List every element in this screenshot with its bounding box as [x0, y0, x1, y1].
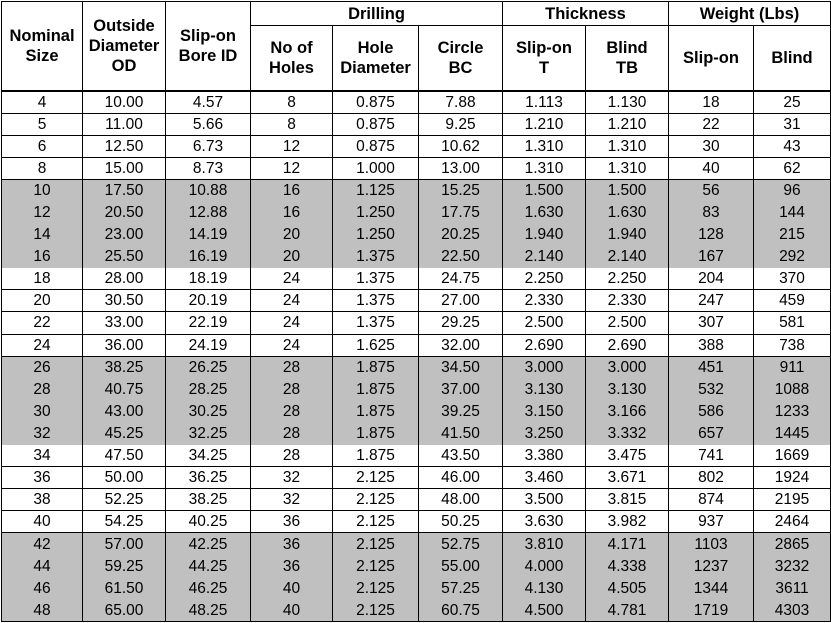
cell-weight-slipon: 56 [669, 179, 754, 201]
cell-slipon-bore: 32.25 [166, 422, 251, 444]
header-line: Diameter [88, 36, 160, 55]
cell-weight-slipon: 204 [669, 268, 754, 290]
cell-hole-diameter: 2.125 [333, 577, 419, 599]
cell-nominal-size: 44 [2, 555, 83, 577]
cell-slipon-bore: 28.25 [166, 378, 251, 400]
cell-no-of-holes: 20 [251, 224, 333, 246]
cell-outside-diameter: 59.25 [83, 555, 166, 577]
cell-outside-diameter: 30.50 [83, 290, 166, 312]
cell-nominal-size: 20 [2, 290, 83, 312]
table-row [2, 179, 831, 201]
table-row [2, 577, 831, 599]
cell-circle-bc: 27.00 [419, 290, 503, 312]
table-body [2, 91, 831, 622]
cell-thickness-blind: 3.166 [586, 400, 669, 422]
cell-slipon-bore: 22.19 [166, 312, 251, 334]
header-line: Circle [437, 38, 484, 57]
cell-weight-blind: 4303 [754, 599, 831, 621]
cell-circle-bc: 41.50 [419, 422, 503, 444]
cell-thickness-slipon: 3.150 [503, 400, 586, 422]
cell-slipon-bore: 38.25 [166, 489, 251, 511]
table-row [2, 378, 831, 400]
cell-circle-bc: 43.50 [419, 445, 503, 467]
cell-hole-diameter: 2.125 [333, 511, 419, 533]
cell-no-of-holes: 32 [251, 467, 333, 489]
cell-nominal-size: 8 [2, 157, 83, 179]
cell-weight-blind: 1233 [754, 400, 831, 422]
cell-nominal-size: 42 [2, 533, 83, 555]
cell-thickness-slipon: 3.380 [503, 445, 586, 467]
cell-weight-blind: 370 [754, 268, 831, 290]
cell-circle-bc: 24.75 [419, 268, 503, 290]
cell-thickness-slipon: 1.630 [503, 201, 586, 223]
cell-weight-blind: 215 [754, 224, 831, 246]
cell-hole-diameter: 1.875 [333, 445, 419, 467]
header-line: Blind [606, 38, 648, 57]
cell-slipon-bore: 4.57 [166, 91, 251, 114]
cell-thickness-slipon: 1.940 [503, 224, 586, 246]
header-line: Diameter [340, 58, 411, 77]
cell-weight-blind: 62 [754, 157, 831, 179]
cell-outside-diameter: 36.00 [83, 334, 166, 356]
cell-weight-slipon: 167 [669, 246, 754, 268]
cell-thickness-slipon: 4.130 [503, 577, 586, 599]
cell-outside-diameter: 45.25 [83, 422, 166, 444]
header-hole-diameter [333, 26, 419, 91]
cell-slipon-bore: 42.25 [166, 533, 251, 555]
cell-outside-diameter: 23.00 [83, 224, 166, 246]
table-row [2, 422, 831, 444]
cell-nominal-size: 10 [2, 179, 83, 201]
cell-thickness-blind: 3.815 [586, 489, 669, 511]
cell-slipon-bore: 44.25 [166, 555, 251, 577]
table-header [2, 2, 831, 91]
cell-outside-diameter: 15.00 [83, 157, 166, 179]
cell-slipon-bore: 26.25 [166, 356, 251, 378]
cell-outside-diameter: 10.00 [83, 91, 166, 114]
header-no-of-holes [251, 26, 333, 91]
cell-thickness-slipon: 2.690 [503, 334, 586, 356]
cell-weight-blind: 2865 [754, 533, 831, 555]
cell-weight-blind: 25 [754, 91, 831, 114]
cell-thickness-blind: 4.505 [586, 577, 669, 599]
cell-hole-diameter: 1.625 [333, 334, 419, 356]
cell-thickness-slipon: 3.630 [503, 511, 586, 533]
cell-slipon-bore: 6.73 [166, 135, 251, 157]
cell-circle-bc: 9.25 [419, 113, 503, 135]
cell-no-of-holes: 40 [251, 599, 333, 621]
cell-nominal-size: 22 [2, 312, 83, 334]
header-line: Outside [93, 16, 155, 35]
table-row [2, 400, 831, 422]
cell-circle-bc: 46.00 [419, 467, 503, 489]
cell-weight-slipon: 30 [669, 135, 754, 157]
cell-slipon-bore: 8.73 [166, 157, 251, 179]
cell-slipon-bore: 24.19 [166, 334, 251, 356]
cell-weight-slipon: 247 [669, 290, 754, 312]
cell-weight-blind: 581 [754, 312, 831, 334]
header-line: Hole [357, 38, 394, 57]
cell-nominal-size: 26 [2, 356, 83, 378]
header-line: No of [270, 38, 313, 57]
header-line: Holes [269, 58, 314, 77]
cell-hole-diameter: 0.875 [333, 113, 419, 135]
header-line: BC [448, 58, 473, 77]
cell-thickness-blind: 1.940 [586, 224, 669, 246]
cell-slipon-bore: 30.25 [166, 400, 251, 422]
cell-thickness-blind: 4.338 [586, 555, 669, 577]
header-line: Slip-on [180, 26, 236, 45]
header-nominal-size [2, 2, 83, 91]
table-row [2, 445, 831, 467]
cell-weight-blind: 2464 [754, 511, 831, 533]
cell-no-of-holes: 40 [251, 577, 333, 599]
cell-weight-slipon: 307 [669, 312, 754, 334]
header-group-weight: Weight (Lbs) [669, 2, 831, 26]
cell-thickness-slipon: 3.460 [503, 467, 586, 489]
cell-thickness-slipon: 2.330 [503, 290, 586, 312]
cell-outside-diameter: 61.50 [83, 577, 166, 599]
cell-weight-blind: 2195 [754, 489, 831, 511]
table-row [2, 533, 831, 555]
cell-weight-slipon: 532 [669, 378, 754, 400]
header-line: Nominal [9, 26, 75, 45]
cell-thickness-blind: 4.781 [586, 599, 669, 621]
cell-no-of-holes: 12 [251, 157, 333, 179]
header-line: TB [616, 58, 638, 77]
cell-weight-slipon: 128 [669, 224, 754, 246]
cell-weight-blind: 3611 [754, 577, 831, 599]
cell-weight-slipon: 874 [669, 489, 754, 511]
cell-circle-bc: 50.25 [419, 511, 503, 533]
header-group-drilling: Drilling [251, 2, 503, 26]
cell-nominal-size: 46 [2, 577, 83, 599]
cell-weight-slipon: 1719 [669, 599, 754, 621]
table-row [2, 113, 831, 135]
cell-hole-diameter: 2.125 [333, 599, 419, 621]
cell-no-of-holes: 36 [251, 555, 333, 577]
cell-thickness-blind: 1.310 [586, 157, 669, 179]
cell-circle-bc: 20.25 [419, 224, 503, 246]
cell-thickness-blind: 2.330 [586, 290, 669, 312]
cell-weight-slipon: 1344 [669, 577, 754, 599]
cell-outside-diameter: 57.00 [83, 533, 166, 555]
table-row [2, 334, 831, 356]
cell-hole-diameter: 1.875 [333, 378, 419, 400]
cell-nominal-size: 38 [2, 489, 83, 511]
header-row-groups [2, 2, 831, 26]
cell-nominal-size: 34 [2, 445, 83, 467]
cell-no-of-holes: 36 [251, 511, 333, 533]
cell-outside-diameter: 50.00 [83, 467, 166, 489]
cell-slipon-bore: 10.88 [166, 179, 251, 201]
cell-weight-slipon: 388 [669, 334, 754, 356]
table-row [2, 356, 831, 378]
cell-weight-blind: 738 [754, 334, 831, 356]
cell-outside-diameter: 40.75 [83, 378, 166, 400]
flange-dimensions-table [1, 1, 831, 622]
cell-circle-bc: 55.00 [419, 555, 503, 577]
cell-thickness-blind: 1.130 [586, 91, 669, 114]
cell-nominal-size: 4 [2, 91, 83, 114]
cell-circle-bc: 39.25 [419, 400, 503, 422]
cell-thickness-slipon: 3.000 [503, 356, 586, 378]
table-row [2, 246, 831, 268]
cell-weight-blind: 459 [754, 290, 831, 312]
cell-nominal-size: 48 [2, 599, 83, 621]
table-row [2, 312, 831, 334]
cell-weight-blind: 1669 [754, 445, 831, 467]
cell-thickness-blind: 2.140 [586, 246, 669, 268]
cell-circle-bc: 37.00 [419, 378, 503, 400]
header-group-thickness: Thickness [503, 2, 669, 26]
cell-slipon-bore: 12.88 [166, 201, 251, 223]
cell-slipon-bore: 40.25 [166, 511, 251, 533]
cell-hole-diameter: 0.875 [333, 135, 419, 157]
cell-circle-bc: 32.00 [419, 334, 503, 356]
cell-hole-diameter: 1.375 [333, 246, 419, 268]
cell-weight-blind: 1924 [754, 467, 831, 489]
cell-hole-diameter: 1.375 [333, 312, 419, 334]
table-row [2, 599, 831, 621]
cell-thickness-slipon: 1.113 [503, 91, 586, 114]
cell-nominal-size: 36 [2, 467, 83, 489]
cell-slipon-bore: 34.25 [166, 445, 251, 467]
header-circle-bc [419, 26, 503, 91]
cell-circle-bc: 7.88 [419, 91, 503, 114]
cell-weight-slipon: 802 [669, 467, 754, 489]
cell-thickness-blind: 3.130 [586, 378, 669, 400]
header-outside-diameter [83, 2, 166, 91]
cell-hole-diameter: 1.375 [333, 268, 419, 290]
header-slipon-bore [166, 2, 251, 91]
header-line: OD [111, 56, 137, 75]
cell-no-of-holes: 8 [251, 113, 333, 135]
cell-thickness-blind: 2.690 [586, 334, 669, 356]
cell-no-of-holes: 24 [251, 268, 333, 290]
cell-thickness-slipon: 1.310 [503, 135, 586, 157]
cell-nominal-size: 30 [2, 400, 83, 422]
cell-thickness-blind: 3.475 [586, 445, 669, 467]
cell-thickness-slipon: 3.250 [503, 422, 586, 444]
header-line: T [538, 58, 550, 77]
cell-no-of-holes: 28 [251, 422, 333, 444]
header-line: Slip-on [516, 38, 572, 57]
table-row [2, 555, 831, 577]
header-weight-slipon: Slip-on [669, 26, 754, 91]
cell-hole-diameter: 2.125 [333, 467, 419, 489]
cell-no-of-holes: 16 [251, 179, 333, 201]
cell-hole-diameter: 1.875 [333, 422, 419, 444]
cell-outside-diameter: 20.50 [83, 201, 166, 223]
cell-no-of-holes: 24 [251, 312, 333, 334]
cell-circle-bc: 52.75 [419, 533, 503, 555]
cell-thickness-slipon: 1.500 [503, 179, 586, 201]
cell-no-of-holes: 28 [251, 445, 333, 467]
cell-slipon-bore: 36.25 [166, 467, 251, 489]
cell-hole-diameter: 1.250 [333, 224, 419, 246]
cell-outside-diameter: 12.50 [83, 135, 166, 157]
cell-nominal-size: 32 [2, 422, 83, 444]
cell-thickness-blind: 3.982 [586, 511, 669, 533]
cell-weight-blind: 96 [754, 179, 831, 201]
table-row [2, 224, 831, 246]
cell-weight-slipon: 451 [669, 356, 754, 378]
cell-weight-slipon: 937 [669, 511, 754, 533]
cell-slipon-bore: 16.19 [166, 246, 251, 268]
cell-weight-slipon: 657 [669, 422, 754, 444]
cell-weight-blind: 43 [754, 135, 831, 157]
cell-thickness-slipon: 2.140 [503, 246, 586, 268]
table-row [2, 511, 831, 533]
cell-thickness-slipon: 2.500 [503, 312, 586, 334]
header-line: Bore ID [178, 46, 238, 65]
cell-circle-bc: 22.50 [419, 246, 503, 268]
cell-weight-slipon: 1237 [669, 555, 754, 577]
table-row [2, 157, 831, 179]
cell-outside-diameter: 17.50 [83, 179, 166, 201]
cell-circle-bc: 29.25 [419, 312, 503, 334]
cell-no-of-holes: 20 [251, 246, 333, 268]
cell-no-of-holes: 24 [251, 334, 333, 356]
cell-hole-diameter: 1.875 [333, 400, 419, 422]
cell-weight-slipon: 40 [669, 157, 754, 179]
cell-weight-slipon: 83 [669, 201, 754, 223]
cell-thickness-blind: 4.171 [586, 533, 669, 555]
cell-weight-blind: 911 [754, 356, 831, 378]
cell-thickness-blind: 1.310 [586, 135, 669, 157]
table-row [2, 91, 831, 114]
table-row [2, 135, 831, 157]
cell-hole-diameter: 2.125 [333, 533, 419, 555]
cell-no-of-holes: 8 [251, 91, 333, 114]
cell-nominal-size: 14 [2, 224, 83, 246]
cell-hole-diameter: 0.875 [333, 91, 419, 114]
cell-thickness-slipon: 3.500 [503, 489, 586, 511]
cell-thickness-blind: 2.500 [586, 312, 669, 334]
cell-nominal-size: 6 [2, 135, 83, 157]
cell-weight-blind: 144 [754, 201, 831, 223]
cell-no-of-holes: 28 [251, 378, 333, 400]
cell-thickness-slipon: 4.000 [503, 555, 586, 577]
cell-hole-diameter: 1.000 [333, 157, 419, 179]
cell-thickness-slipon: 3.810 [503, 533, 586, 555]
cell-hole-diameter: 1.375 [333, 290, 419, 312]
cell-outside-diameter: 38.25 [83, 356, 166, 378]
cell-circle-bc: 34.50 [419, 356, 503, 378]
cell-circle-bc: 10.62 [419, 135, 503, 157]
cell-nominal-size: 12 [2, 201, 83, 223]
cell-nominal-size: 28 [2, 378, 83, 400]
cell-nominal-size: 18 [2, 268, 83, 290]
cell-weight-blind: 292 [754, 246, 831, 268]
cell-outside-diameter: 52.25 [83, 489, 166, 511]
cell-outside-diameter: 43.00 [83, 400, 166, 422]
cell-thickness-blind: 3.332 [586, 422, 669, 444]
cell-thickness-blind: 1.500 [586, 179, 669, 201]
cell-no-of-holes: 28 [251, 400, 333, 422]
cell-circle-bc: 48.00 [419, 489, 503, 511]
cell-no-of-holes: 12 [251, 135, 333, 157]
table-row [2, 290, 831, 312]
cell-thickness-blind: 1.630 [586, 201, 669, 223]
cell-nominal-size: 40 [2, 511, 83, 533]
table-row [2, 489, 831, 511]
cell-outside-diameter: 28.00 [83, 268, 166, 290]
cell-thickness-blind: 3.000 [586, 356, 669, 378]
cell-weight-blind: 31 [754, 113, 831, 135]
cell-nominal-size: 5 [2, 113, 83, 135]
cell-thickness-blind: 3.671 [586, 467, 669, 489]
cell-weight-slipon: 22 [669, 113, 754, 135]
cell-hole-diameter: 1.250 [333, 201, 419, 223]
cell-slipon-bore: 5.66 [166, 113, 251, 135]
cell-outside-diameter: 11.00 [83, 113, 166, 135]
cell-slipon-bore: 14.19 [166, 224, 251, 246]
cell-weight-slipon: 18 [669, 91, 754, 114]
cell-weight-blind: 1445 [754, 422, 831, 444]
cell-slipon-bore: 18.19 [166, 268, 251, 290]
cell-thickness-slipon: 3.130 [503, 378, 586, 400]
cell-circle-bc: 13.00 [419, 157, 503, 179]
cell-nominal-size: 24 [2, 334, 83, 356]
cell-slipon-bore: 20.19 [166, 290, 251, 312]
cell-thickness-slipon: 4.500 [503, 599, 586, 621]
table-row [2, 201, 831, 223]
cell-outside-diameter: 65.00 [83, 599, 166, 621]
cell-weight-slipon: 741 [669, 445, 754, 467]
cell-no-of-holes: 28 [251, 356, 333, 378]
cell-no-of-holes: 24 [251, 290, 333, 312]
header-thickness-blind [586, 26, 669, 91]
cell-thickness-slipon: 1.310 [503, 157, 586, 179]
cell-hole-diameter: 2.125 [333, 555, 419, 577]
cell-hole-diameter: 1.875 [333, 356, 419, 378]
cell-no-of-holes: 32 [251, 489, 333, 511]
table-row [2, 467, 831, 489]
cell-outside-diameter: 47.50 [83, 445, 166, 467]
cell-circle-bc: 57.25 [419, 577, 503, 599]
cell-outside-diameter: 25.50 [83, 246, 166, 268]
cell-no-of-holes: 36 [251, 533, 333, 555]
cell-circle-bc: 15.25 [419, 179, 503, 201]
header-line: Size [25, 46, 59, 65]
cell-weight-slipon: 586 [669, 400, 754, 422]
cell-hole-diameter: 2.125 [333, 489, 419, 511]
cell-weight-blind: 3232 [754, 555, 831, 577]
cell-weight-slipon: 1103 [669, 533, 754, 555]
cell-thickness-blind: 2.250 [586, 268, 669, 290]
table-row [2, 268, 831, 290]
header-weight-blind: Blind [754, 26, 831, 91]
cell-thickness-slipon: 2.250 [503, 268, 586, 290]
cell-outside-diameter: 54.25 [83, 511, 166, 533]
cell-thickness-blind: 1.210 [586, 113, 669, 135]
cell-outside-diameter: 33.00 [83, 312, 166, 334]
cell-nominal-size: 16 [2, 246, 83, 268]
cell-no-of-holes: 16 [251, 201, 333, 223]
cell-circle-bc: 17.75 [419, 201, 503, 223]
cell-circle-bc: 60.75 [419, 599, 503, 621]
cell-thickness-slipon: 1.210 [503, 113, 586, 135]
cell-hole-diameter: 1.125 [333, 179, 419, 201]
cell-slipon-bore: 48.25 [166, 599, 251, 621]
cell-weight-blind: 1088 [754, 378, 831, 400]
cell-slipon-bore: 46.25 [166, 577, 251, 599]
header-thickness-slipon [503, 26, 586, 91]
